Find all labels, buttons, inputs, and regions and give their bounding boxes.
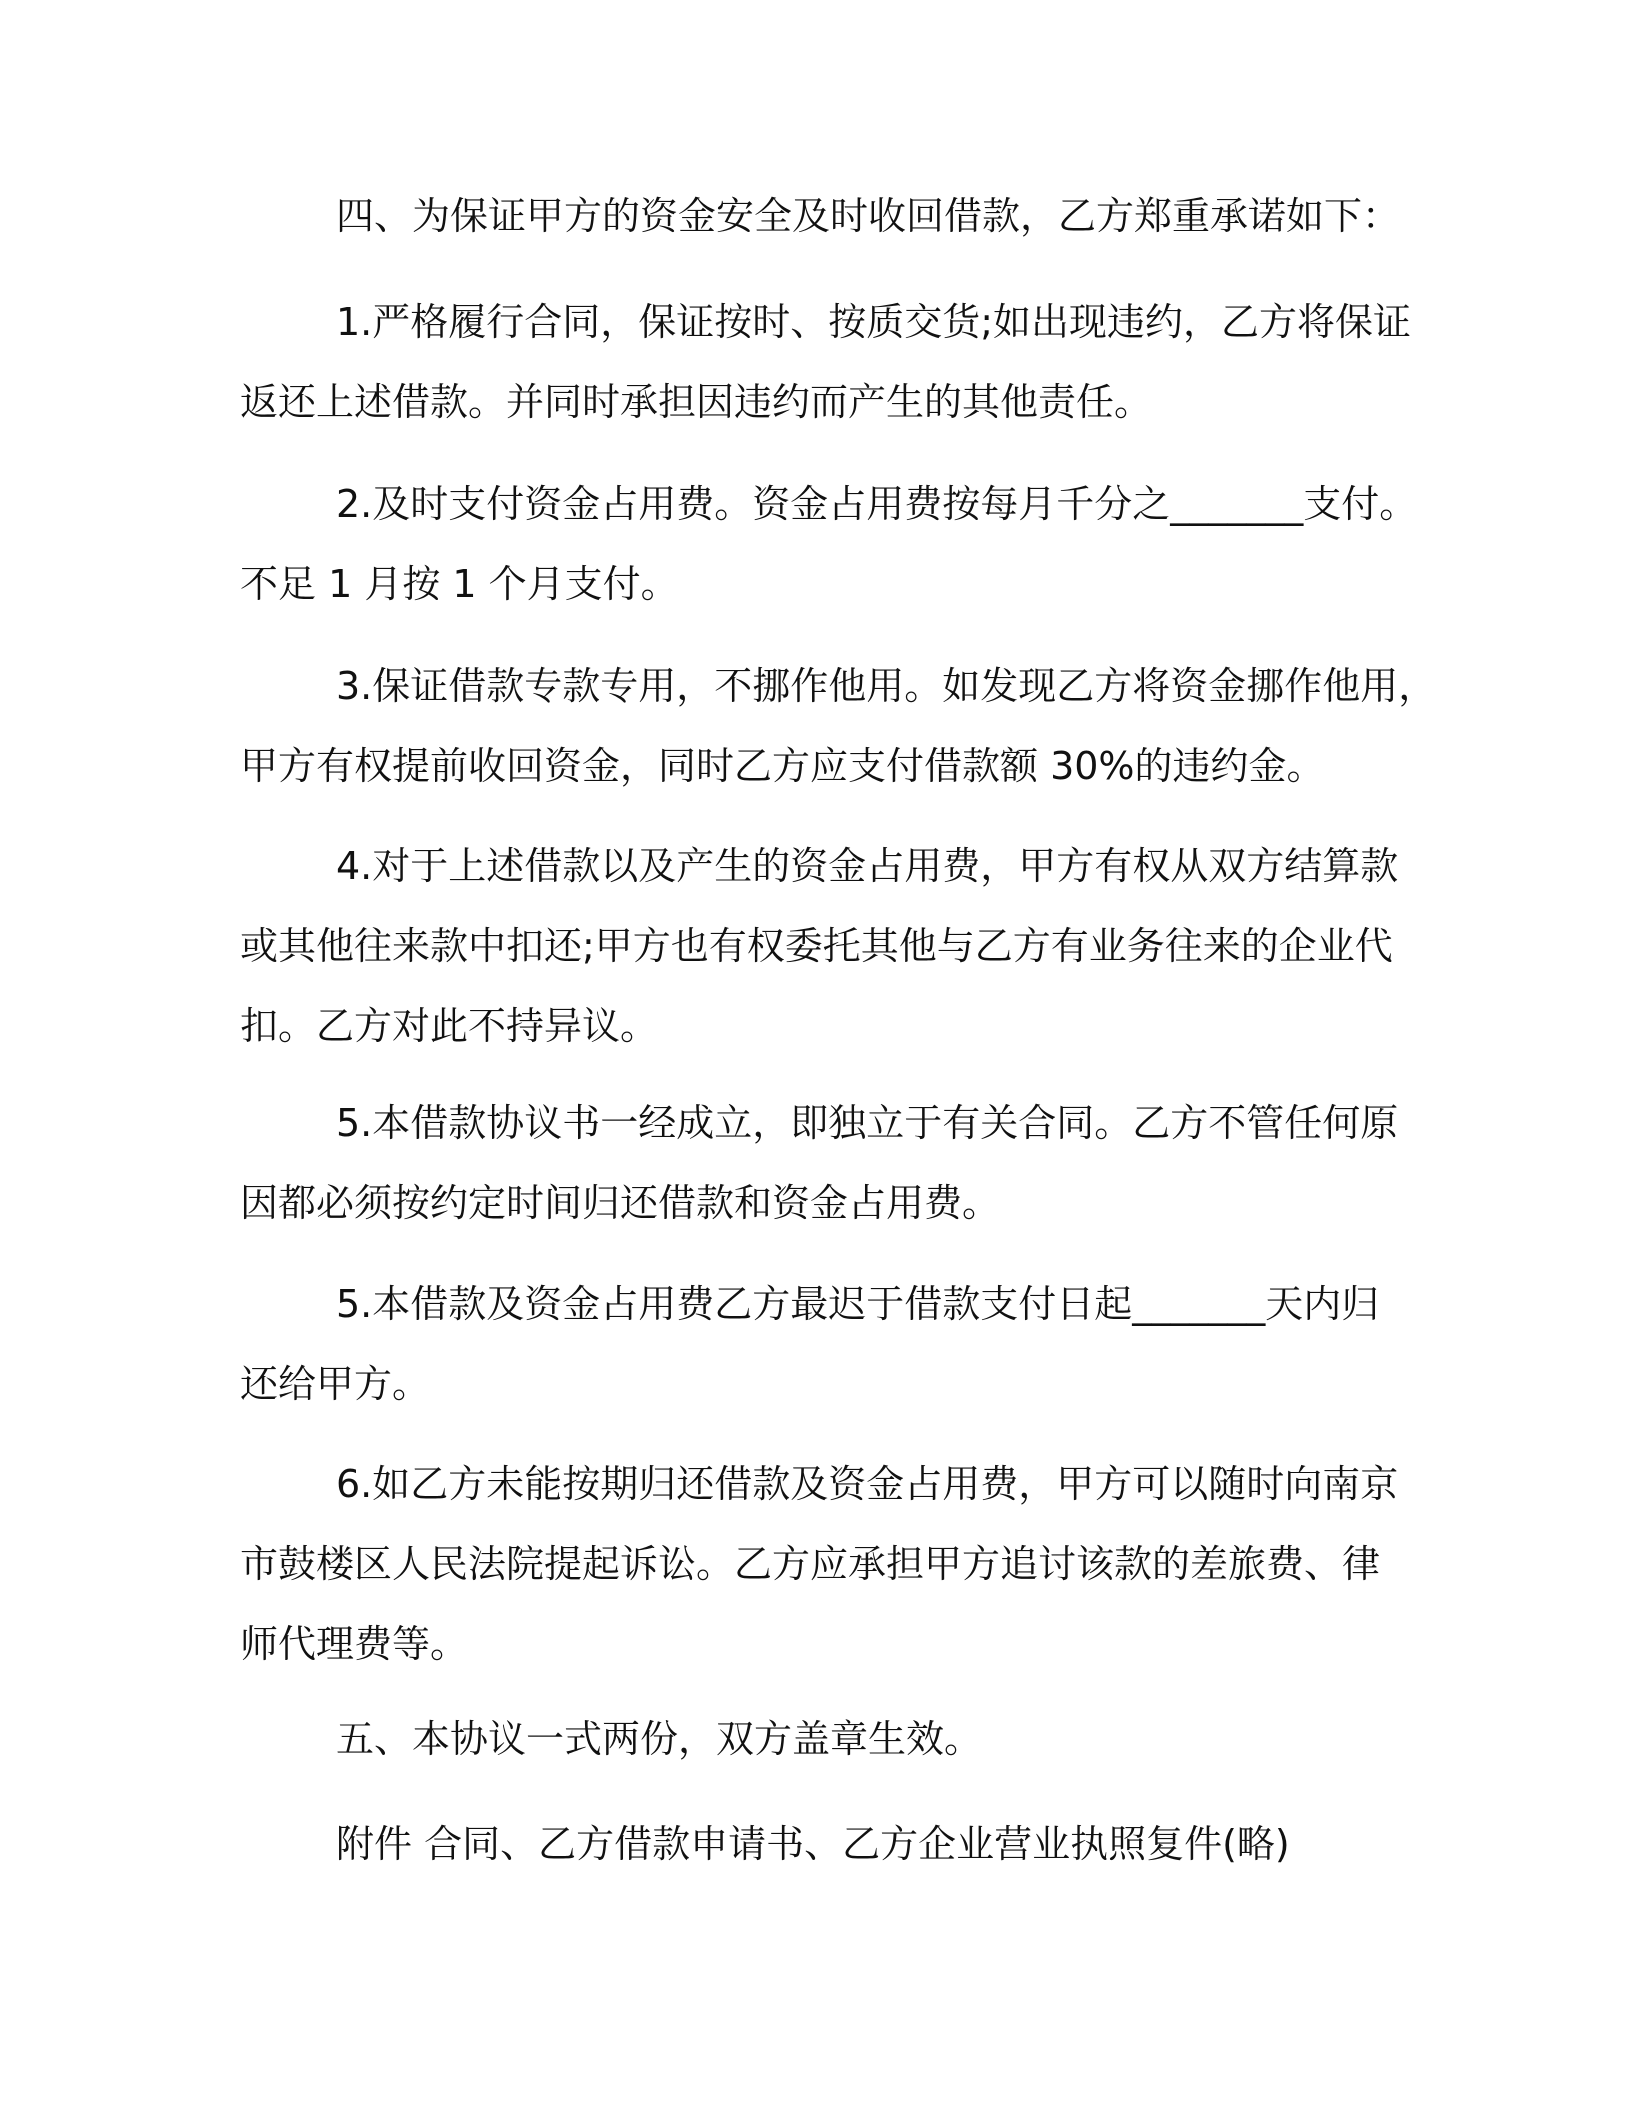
clause-2 [240, 464, 1418, 624]
text-line: 附件 合同、乙方借款申请书、乙方企业营业执照复件(略) [336, 1822, 1290, 1866]
text-line: 返还上述借款。并同时承担因违约而产生的其他责任。 [240, 380, 1153, 424]
text-line: 5.本借款及资金占用费乙方最迟于借款支付日起_______天内归 [336, 1282, 1380, 1326]
text-line: 四、为保证甲方的资金安全及时收回借款，乙方郑重承诺如下： [336, 194, 1401, 238]
clause-6 [240, 1444, 1399, 1684]
text-line: 市鼓楼区人民法院提起诉讼。乙方应承担甲方追讨该款的差旅费、律 [240, 1542, 1381, 1586]
text-line: 2.及时支付资金占用费。资金占用费按每月千分之_______支付。 [336, 482, 1418, 526]
text-line: 扣。乙方对此不持异议。 [240, 1004, 659, 1048]
text-line: 或其他往来款中扣还;甲方也有权委托其他与乙方有业务往来的企业代 [240, 924, 1393, 968]
section-four-heading [240, 176, 1401, 256]
clause-4 [240, 826, 1399, 1066]
attachment-note [240, 1804, 1390, 1884]
text-line: 不足 1 月按 1 个月支付。 [240, 562, 679, 606]
text-line: 五、本协议一式两份，双方盖章生效。 [336, 1717, 983, 1761]
text-line: 甲方有权提前收回资金，同时乙方应支付借款额 30%的违约金。 [240, 744, 1325, 788]
clause-3 [240, 646, 1437, 806]
text-line: 1.严格履行合同，保证按时、按质交货;如出现违约，乙方将保证 [336, 300, 1412, 344]
text-line: 师代理费等。 [240, 1622, 469, 1666]
clause-5a [240, 1083, 1399, 1243]
clause-5b [240, 1264, 1390, 1424]
section-five [240, 1699, 1390, 1779]
text-line: 6.如乙方未能按期归还借款及资金占用费，甲方可以随时向南京 [336, 1462, 1399, 1506]
text-line: 4.对于上述借款以及产生的资金占用费，甲方有权从双方结算款 [336, 844, 1399, 888]
text-line: 还给甲方。 [240, 1362, 431, 1406]
text-line: 3.保证借款专款专用，不挪作他用。如发现乙方将资金挪作他用， [336, 664, 1437, 708]
text-line: 因都必须按约定时间归还借款和资金占用费。 [240, 1181, 1001, 1225]
clause-1 [240, 282, 1412, 442]
text-line: 5.本借款协议书一经成立，即独立于有关合同。乙方不管任何原 [336, 1101, 1399, 1145]
